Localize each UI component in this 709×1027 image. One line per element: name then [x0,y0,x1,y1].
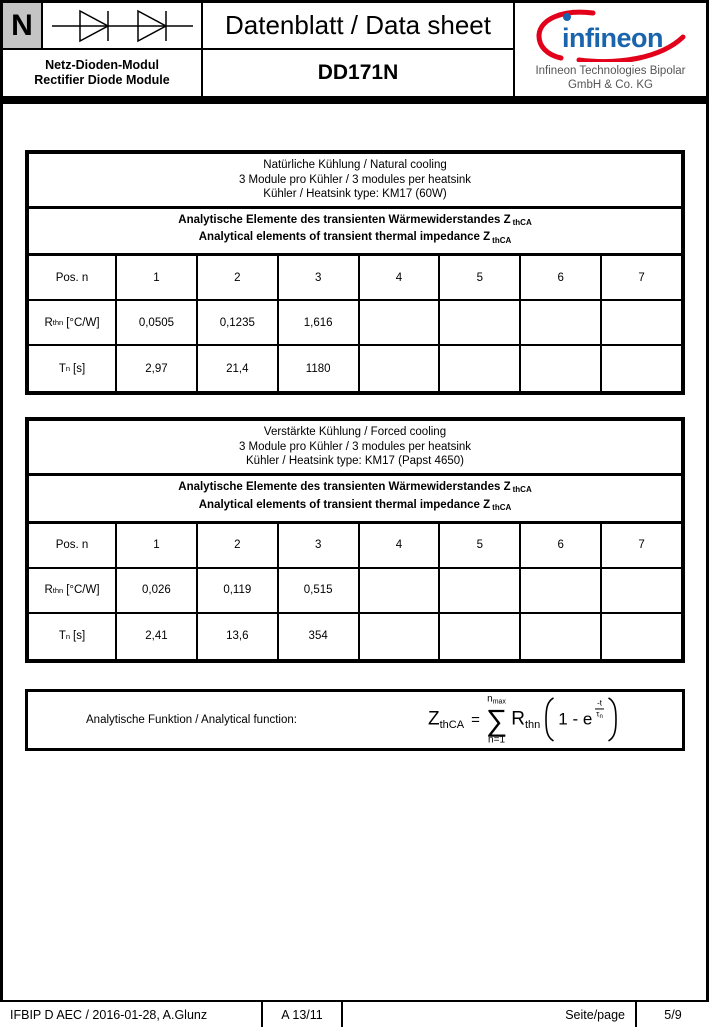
rth-cell: 0,1235 [198,301,279,344]
formula-expression [428,694,618,745]
rth-cell [602,301,681,344]
rth-cell [360,569,441,612]
cooling-line-1: Verstärkte Kühlung / Forced cooling [263,426,447,439]
logo-dot-icon [563,13,571,21]
pos-cell: 3 [279,256,360,299]
tau-cell [360,614,441,659]
sum-lower-limit: n=1 [488,734,506,746]
tau-cell [521,614,602,659]
rth-cell: 0,119 [198,569,279,612]
analytical-function-box [25,689,685,751]
rth-cell [360,301,441,344]
rth-row [29,569,681,614]
footer-doc-ref: IFBIP D AEC / 2016-01-28, A.Glunz [0,1002,263,1027]
rthn-symbol: $R_{thn}$ [511,708,541,731]
tau-cell: 13,6 [198,614,279,659]
pos-cell: 1 [117,256,198,299]
exponent-denominator: $\tau_n$ [596,708,603,720]
pos-row-label: Pos. n [29,256,117,299]
cooling-line-1: Natürliche Kühlung / Natural cooling [263,159,447,171]
rth-row-label: R thn [°C/W] [29,301,117,344]
cooling-line-2: 3 Module pro Kühler / 3 modules per heatsink [238,173,472,186]
pos-cell: 6 [521,524,602,567]
rth-cell: 1,616 [279,301,360,344]
rth-cell [521,569,602,612]
tau-cell [440,614,521,659]
cooling-line-2: 3 Module pro Kühler / 3 modules per heatsink [238,440,472,453]
rth-cell: 0,515 [279,569,360,612]
left-bracket-icon [544,697,555,743]
formula-label: Analytische Funktion / Analytical function: [86,713,297,726]
forced-cooling-header [29,421,681,476]
header-separator-bar [0,96,709,104]
pos-cell: 1 [117,524,198,567]
right-bracket-icon [607,697,618,743]
summation [486,694,507,745]
pos-cell: 5 [440,524,521,567]
sum-upper-limit: $n_{max}$ [487,693,506,706]
infineon-logo [535,8,687,62]
rth-row-label: R thn [°C/W] [29,569,117,612]
tau-row [29,346,681,391]
tau-cell: 21,4 [198,346,279,391]
header-symbol-row [3,3,201,50]
rth-cell [602,569,681,612]
pos-row [29,524,681,569]
zthca-subscript: thCA [512,485,532,495]
brand-wordmark: infineon [561,22,663,53]
zthca-subscript: thCA [492,235,512,245]
pos-cell: 2 [198,256,279,299]
footer [0,1000,709,1027]
forced-cooling-subtitle [29,476,681,524]
tau-row-label: T n [s] [29,614,117,659]
tau-cell: 2,97 [117,346,198,391]
tau-cell [440,346,521,391]
exponent-numerator: -t [597,698,602,708]
header-symbol-column [3,3,203,96]
tau-cell: 2,41 [117,614,198,659]
pos-cell: 7 [638,271,645,284]
tau-cell: 1180 [279,346,360,391]
tau-row [29,614,681,659]
zthca-subscript: thCA [512,217,532,227]
company-name-line1: Infineon Technologies Bipolar [535,64,686,77]
inner-expression: 1 - e [558,709,593,729]
footer-page-number: 5/9 [664,1007,682,1022]
rth-cell: 0,026 [117,569,198,612]
forced-cooling-table [25,417,685,662]
diode-symbol-wrap [43,3,201,48]
tau-cell [602,614,681,659]
cooling-line-3: Kühler / Heatsink type: KM17 (60W) [263,188,447,200]
document-title: Datenblatt / Data sheet [203,3,513,50]
exponent-fraction [595,699,604,721]
footer-page-label: Seite/page [343,1002,637,1027]
rth-row [29,301,681,346]
pos-row-label: Pos. n [29,524,117,567]
tau-cell [521,346,602,391]
pos-cell: 2 [198,524,279,567]
tau-cell [602,346,681,391]
series-diodes-icon [50,6,195,46]
natural-cooling-table [25,150,685,395]
natural-cooling-subtitle [29,209,681,257]
part-number: DD171N [317,61,399,84]
header [0,0,709,96]
module-type-de: Netz-Dioden-Modul [45,58,159,72]
tau-cell [360,346,441,391]
module-type-block [3,50,201,96]
subtitle-de: Analytische Elemente des transienten Wärmewiderstandes Z $_{thCA}$ [178,480,532,495]
zthca-subscript: thCA [492,503,512,513]
tau-cell: 354 [279,614,360,659]
footer-revision: A 13/11 [263,1002,343,1027]
rth-cell [440,301,521,344]
natural-cooling-header [29,154,681,209]
company-name [535,64,685,92]
cooling-line-3: Kühler / Heatsink type: KM17 (Papst 4650) [246,455,464,468]
tau-row-label: T n [s] [29,346,117,391]
pos-cell: 3 [279,524,360,567]
subtitle-en: Analytical elements of transient thermal impedance Z $_{thCA}$ [198,498,512,513]
natural-cooling-grid [29,256,681,391]
pos-cell: 4 [360,256,441,299]
module-type-en: Rectifier Diode Module [34,73,170,87]
equals-sign: = [471,711,480,729]
rth-cell: 0,0505 [117,301,198,344]
n-badge: N [3,3,43,48]
subtitle-en: Analytical elements of transient thermal impedance Z $_{thCA}$ [198,231,512,245]
zthca-symbol: $Z_{thCA}$ [428,708,465,731]
pos-row [29,256,681,301]
subtitle-de: Analytische Elemente des transienten Wärmewiderstandes Z $_{thCA}$ [178,213,532,227]
header-title-column [203,3,515,96]
pos-cell: 4 [360,524,441,567]
pos-cell: 5 [440,256,521,299]
content-frame [0,104,709,1000]
pos-cell: 6 [521,256,602,299]
forced-cooling-grid [29,524,681,659]
company-name-line2: GmbH & Co. KG [567,78,653,91]
pos-cell: 7 [638,539,645,552]
sigma-icon: ∑ [485,704,508,738]
header-brand-column [515,3,706,96]
bracket-content [558,698,604,731]
rth-cell [521,301,602,344]
rth-cell [440,569,521,612]
